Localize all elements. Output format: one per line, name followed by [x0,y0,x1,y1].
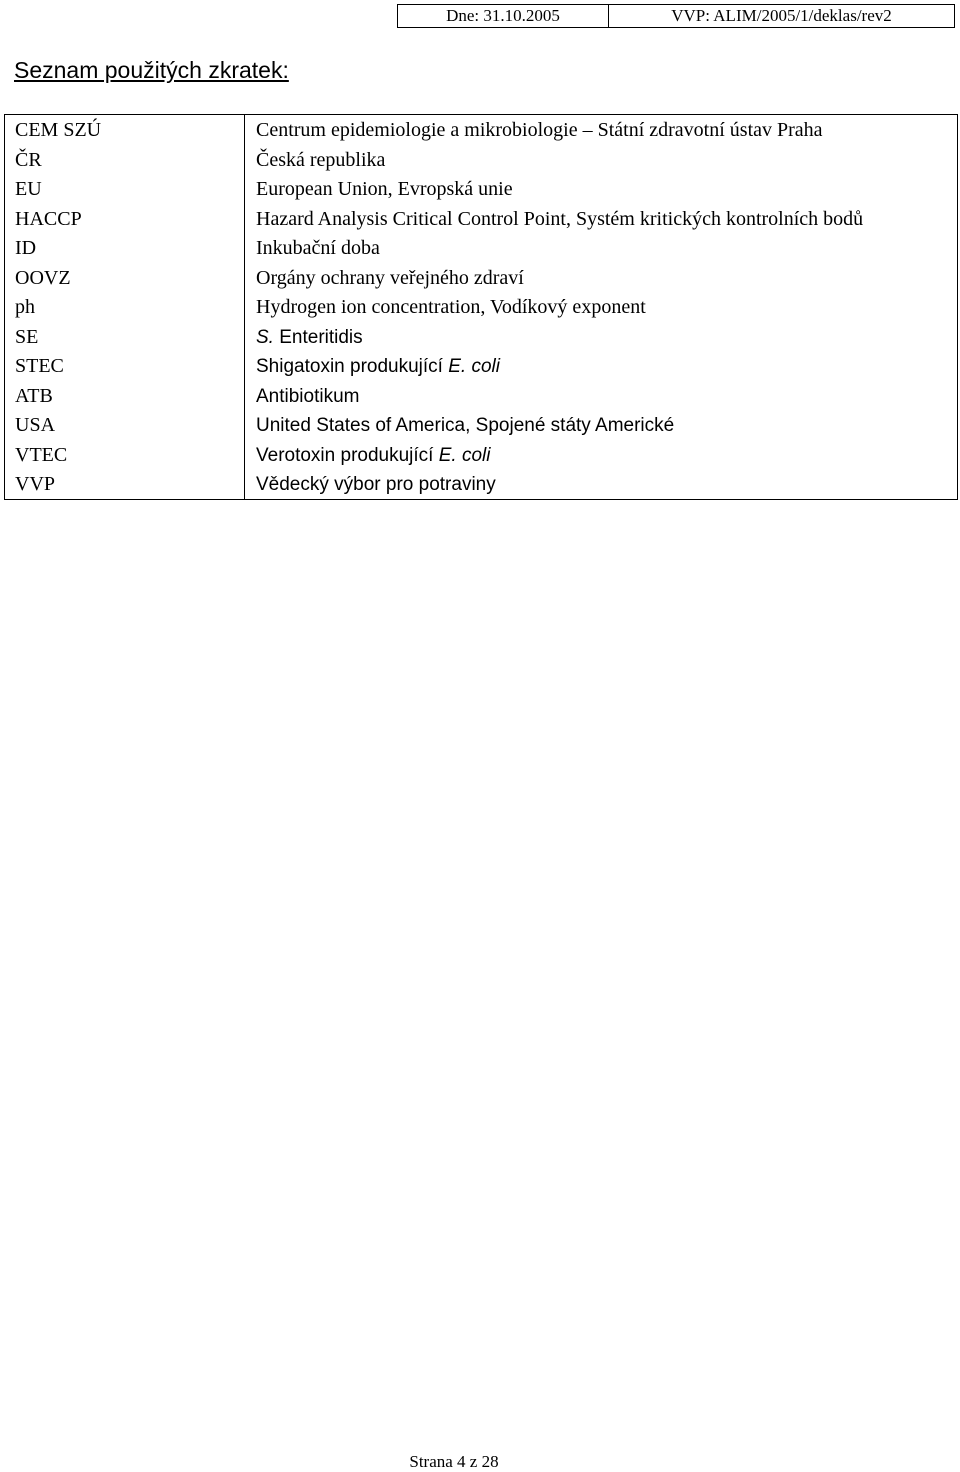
meaning-cell [245,322,958,352]
meaning-cell [245,440,958,470]
document-date: Dne: 31.10.2005 [398,5,609,27]
abbreviation-cell: EU [5,174,245,204]
table-row [5,233,958,263]
table-row [5,469,958,499]
document-reference: VVP: ALIM/2005/1/deklas/rev2 [671,6,892,25]
abbreviation-cell: HACCP [5,204,245,234]
meaning-cell [245,351,958,381]
page-number: Strana 4 z 28 [409,1452,499,1471]
table-row [5,440,958,470]
table-row [5,145,958,175]
table-row [5,174,958,204]
table-row [5,410,958,440]
table-row [5,292,958,322]
table-row [5,322,958,352]
abbreviation-cell: ph [5,292,245,322]
abbreviation-cell: VVP [5,469,245,499]
meaning-cell: Inkubační doba [256,237,380,259]
meaning-text: Enteritidis [273,326,363,348]
abbreviation-cell: ATB [5,381,245,411]
meaning-cell: Česká republika [256,148,386,171]
abbreviation-cell: CEM SZÚ [5,115,245,145]
meaning-cell: United States of America, Spojené státy Americké [256,415,675,436]
table-row [5,263,958,293]
meaning-cell: European Union, Evropská unie [256,178,513,200]
species-name: E. coli [438,444,491,466]
species-name: E. coli [448,356,500,377]
genus-abbreviation: S. [256,326,274,348]
abbreviation-cell: USA [5,410,245,440]
abbreviation-cell: SE [5,322,245,352]
meaning-cell: Antibiotikum [256,385,360,407]
document-header [397,4,955,28]
abbreviation-cell: ČR [5,145,245,175]
meaning-text: Shigatoxin produkující [256,356,449,377]
table-row [5,351,958,381]
abbreviation-cell: ID [5,233,245,263]
meaning-text: Verotoxin produkující [256,444,439,466]
meaning-cell: Orgány ochrany veřejného zdraví [256,266,524,289]
meaning-cell: Centrum epidemiologie a mikrobiologie – Státní zdravotní ústav Praha [256,119,823,141]
meaning-cell: Vědecký výbor pro potraviny [256,474,496,495]
table-row [5,381,958,411]
table-row [5,204,958,234]
meaning-cell: Hydrogen ion concentration, Vodíkový exponent [256,296,646,318]
page-title: Seznam použitých zkratek: [14,57,289,83]
abbreviation-cell: STEC [5,351,245,381]
abbreviation-cell: OOVZ [5,263,245,293]
abbreviation-cell: VTEC [5,440,245,470]
meaning-cell: Hazard Analysis Critical Control Point, Systém kritických kontrolních bodů [256,207,864,230]
abbreviations-table [4,114,958,500]
table-row [5,115,958,145]
